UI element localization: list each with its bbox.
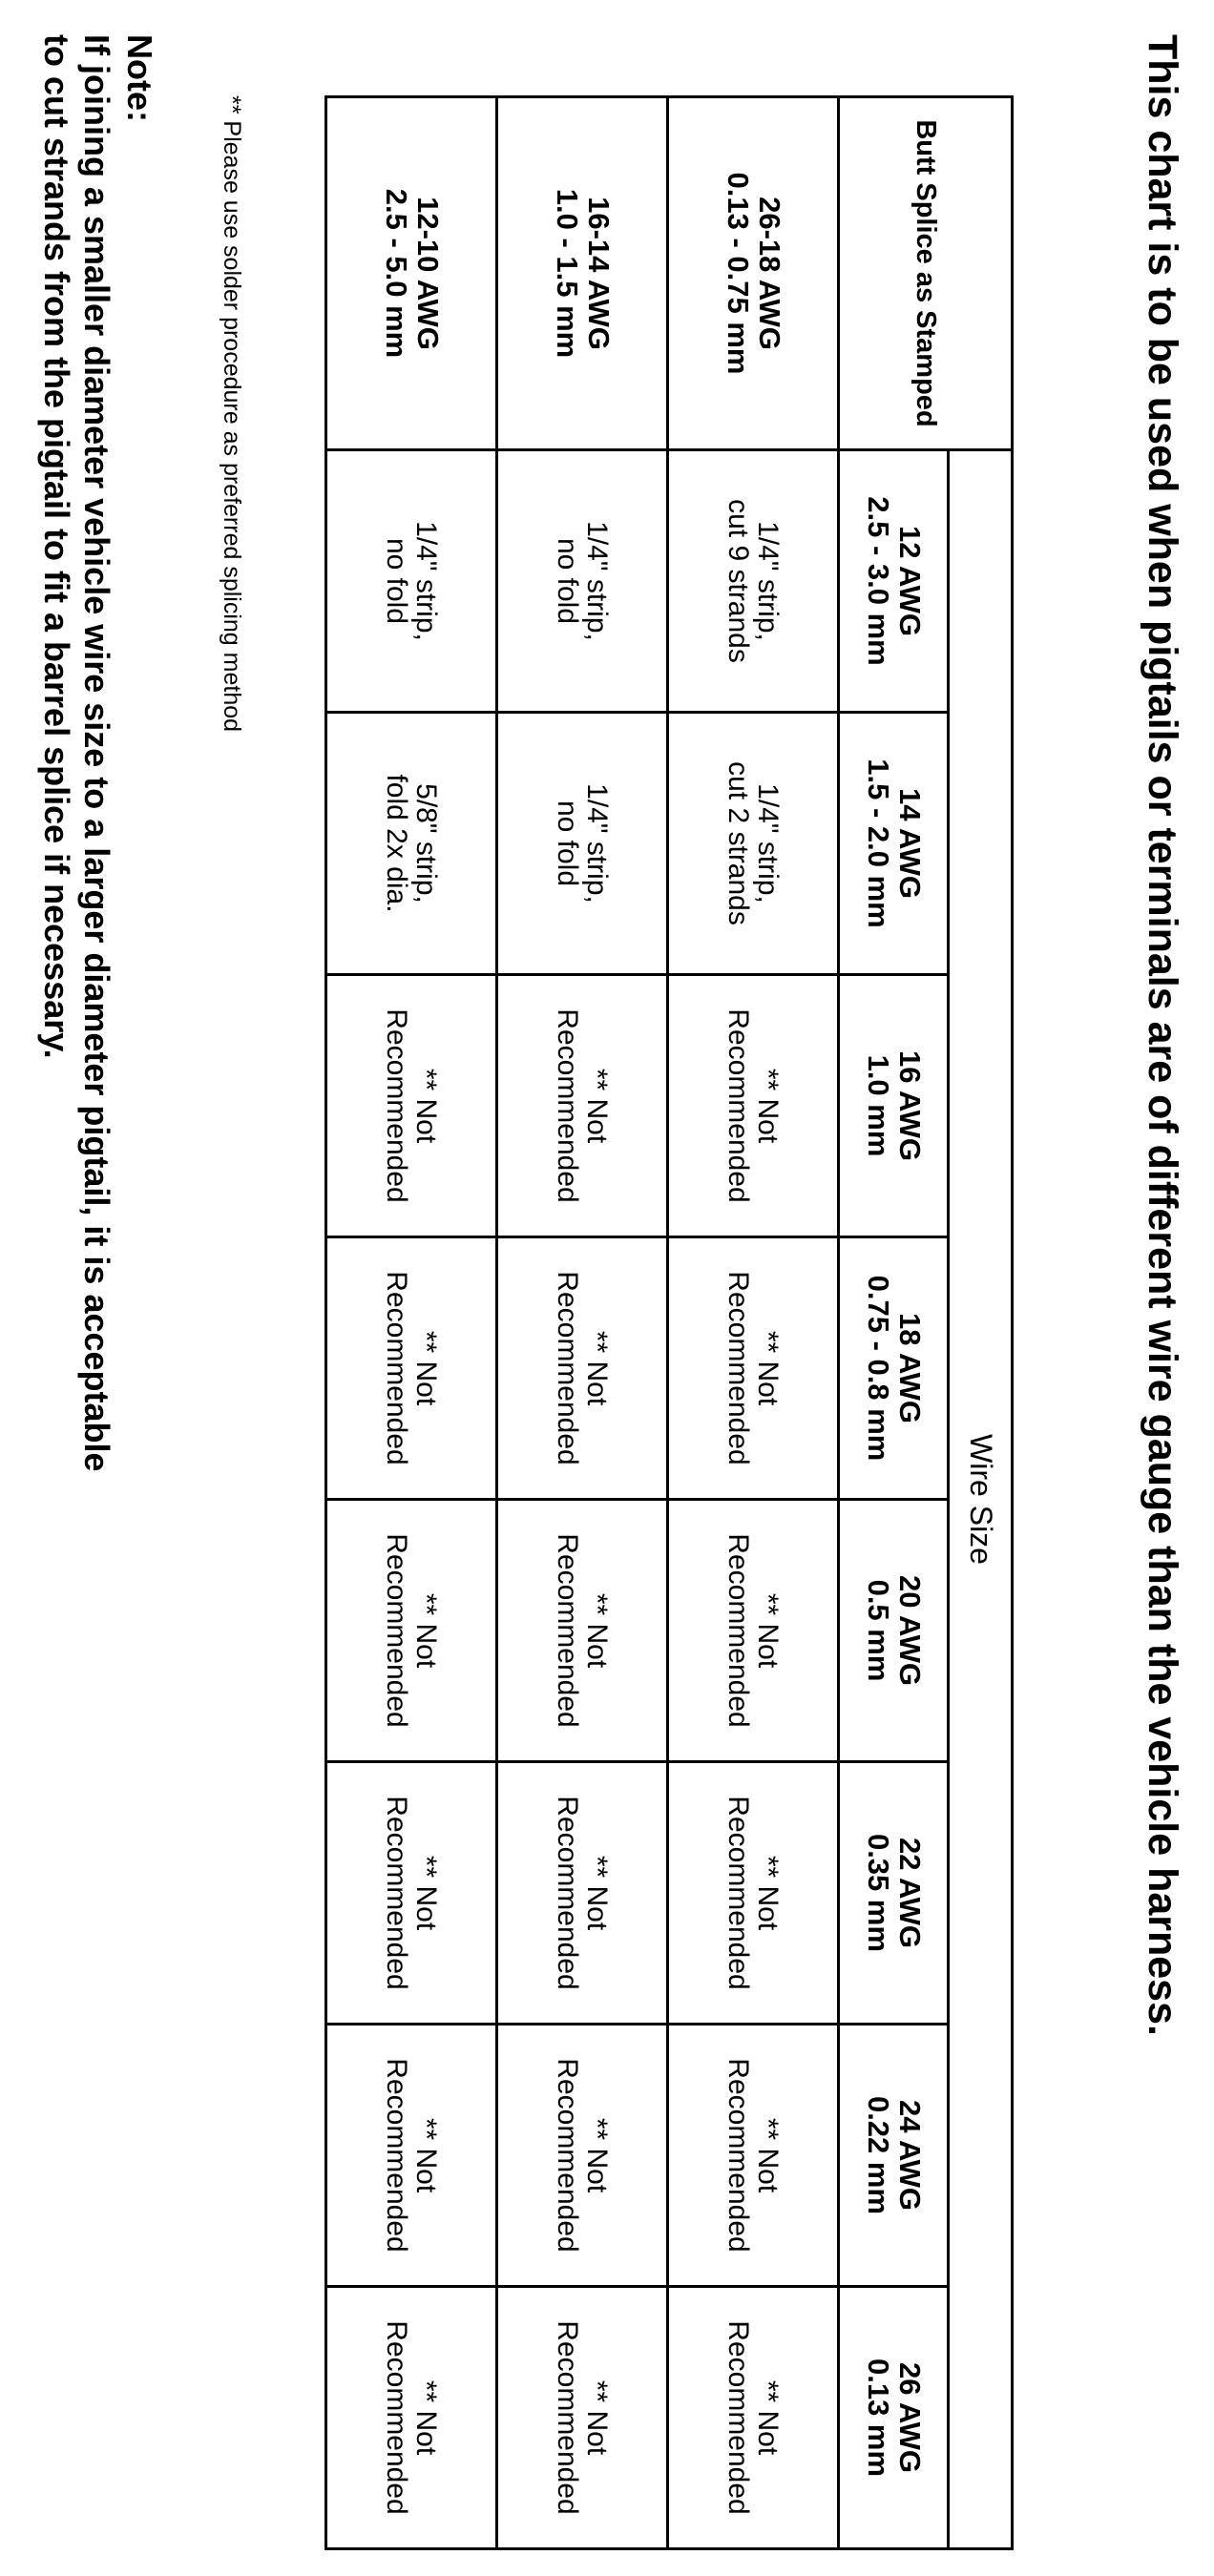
cell-line: no fold [381,537,412,625]
cell-line: ** Not [752,1592,785,1669]
table-cell [326,1500,497,1762]
row-header-gauge [668,97,839,450]
table-cell [668,450,839,713]
cell-line: Recommended [552,1796,583,1990]
table-cell [326,713,497,975]
page-title: This chart is to be used when pigtails or terminals are of different wire gauge than the vehicle harness. [1140,34,1185,2036]
cell-line: ** Not [410,2117,443,2193]
cell-line: ** Not [581,2379,614,2456]
cell-line: ** Not [410,2379,443,2456]
cell-line: cut 2 strands [722,761,754,925]
table-cell [668,1237,839,1500]
row-header-gauge [326,97,497,450]
row-header-gauge [497,97,668,450]
cell-line: ** Not [410,1855,443,1931]
cell-line: ** Not [581,2117,614,2193]
table-cell [497,1762,668,2025]
table-cell [326,1237,497,1500]
cell-line: no fold [552,537,583,625]
cell-line: 1/4" strip, [752,521,785,641]
butt-splice-header: Butt Splice as Stamped [839,97,1013,450]
row-awg: 26-18 AWG [752,197,786,350]
wire-size-header-row [949,97,1013,2549]
cell-line: cut 9 strands [722,499,754,663]
column-header-gauge [839,2287,949,2549]
column-mm: 0.13 mm [862,2358,895,2478]
cell-line: Recommended [381,2320,412,2515]
table-cell [497,2025,668,2287]
cell-line: 5/8" strip, [410,783,443,904]
row-mm: 2.5 - 5.0 mm [380,188,413,359]
column-header-gauge [839,1500,949,1762]
cell-line: Recommended [552,1008,583,1203]
column-awg: 22 AWG [892,1838,927,1948]
table-row [668,97,839,2549]
row-awg: 16-14 AWG [581,197,616,350]
table-cell [668,975,839,1237]
cell-line: ** Not [752,2379,785,2456]
table-cell [497,713,668,975]
cell-line: Recommended [722,2320,754,2515]
table-cell [668,1762,839,2025]
row-awg: 12-10 AWG [410,197,445,350]
column-mm: 1.0 mm [862,1054,895,1157]
cell-line: ** Not [410,1068,443,1144]
cell-line: no fold [552,800,583,887]
cell-line: Recommended [381,1271,412,1465]
cell-line: ** Not [752,1330,785,1406]
row-mm: 0.13 - 0.75 mm [722,172,755,375]
column-awg: 20 AWG [892,1575,927,1686]
cell-line: 1/4" strip, [581,521,614,641]
column-mm: 0.5 mm [862,1579,895,1682]
note-text [35,34,116,2229]
column-header-gauge [839,975,949,1237]
cell-line: Recommended [381,1796,412,1990]
table-row [326,97,497,2549]
cell-line: ** Not [410,1592,443,1669]
column-header-gauge [839,1762,949,2025]
column-header-gauge [839,713,949,975]
column-awg: 14 AWG [892,788,927,899]
table-cell [668,2025,839,2287]
cell-line: Recommended [381,1008,412,1203]
note-line: to cut strands from the pigtail to fit a barrel splice if necessary. [36,34,76,1059]
table-cell [326,975,497,1237]
table-cell [326,1762,497,2025]
column-awg: 24 AWG [892,2100,927,2211]
cell-line: Recommended [722,1533,754,1728]
table-cell [497,450,668,713]
cell-line: Recommended [381,1533,412,1728]
cell-line: Recommended [381,2058,412,2253]
note-line: If joining a smaller diameter vehicle wire size to a larger diameter pigtail, it is acceptable [77,34,116,1472]
cell-line: ** Not [752,2117,785,2193]
cell-line: Recommended [722,1796,754,1990]
row-mm: 1.0 - 1.5 mm [551,188,584,359]
table-cell [668,2287,839,2549]
column-awg: 26 AWG [892,2362,927,2474]
column-header-gauge [839,2025,949,2287]
column-mm: 1.5 - 2.0 mm [862,758,895,928]
cell-line: Recommended [552,1533,583,1728]
cell-line: ** Not [581,1068,614,1144]
cell-line: 1/4" strip, [752,783,785,904]
table-cell [497,975,668,1237]
cell-line: ** Not [752,1068,785,1144]
column-mm: 0.22 mm [862,2095,895,2215]
cell-line: ** Not [410,1330,443,1406]
column-mm: 2.5 - 3.0 mm [862,496,895,666]
cell-line: Recommended [552,2058,583,2253]
column-awg: 18 AWG [892,1313,927,1423]
cell-line: Recommended [552,2320,583,2515]
table-cell [326,2025,497,2287]
column-mm: 0.75 - 0.8 mm [862,1275,895,1462]
table-cell [668,1500,839,1762]
cell-line: Recommended [552,1271,583,1465]
cell-line: Recommended [722,1008,754,1203]
table-cell [326,2287,497,2549]
splice-chart-table [324,95,1014,2550]
cell-line: Recommended [722,1271,754,1465]
cell-line: ** Not [581,1592,614,1669]
cell-line: ** Not [752,1855,785,1931]
gauge-header-row [839,97,949,2549]
wire-size-header: Wire Size [949,450,1013,2549]
column-header-gauge [839,450,949,713]
cell-line: ** Not [581,1855,614,1931]
table-cell [326,450,497,713]
table-cell [497,2287,668,2549]
column-mm: 0.35 mm [862,1833,895,1953]
column-awg: 16 AWG [892,1050,927,1161]
column-awg: 12 AWG [892,526,927,636]
column-header-gauge [839,1237,949,1500]
cell-line: Recommended [722,2058,754,2253]
footnote: ** Please use solder procedure as preferred splicing method [219,95,245,733]
table-cell [497,1237,668,1500]
table-row [497,97,668,2549]
table-cell [497,1500,668,1762]
cell-line: 1/4" strip, [581,783,614,904]
cell-line: fold 2x dia. [381,774,412,913]
cell-line: ** Not [581,1330,614,1406]
cell-line: 1/4" strip, [410,521,443,641]
note-heading: Note: [120,34,159,122]
table-cell [668,713,839,975]
